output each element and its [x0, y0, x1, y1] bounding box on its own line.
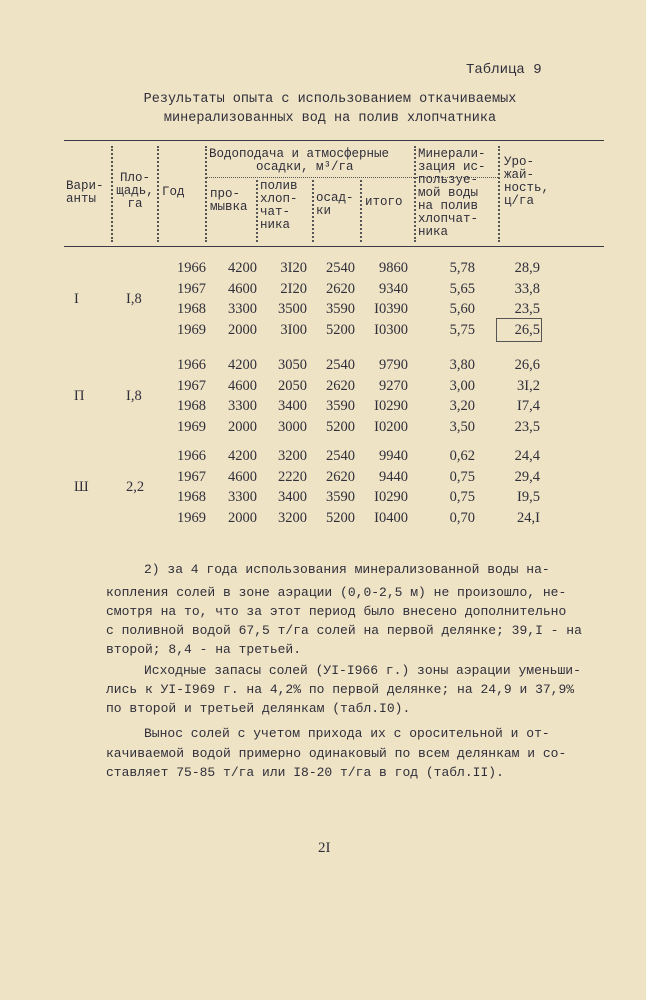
variant-label: П: [74, 387, 85, 404]
column-separator: [312, 180, 314, 242]
cell-flush: 3300: [228, 398, 257, 414]
cell-flush: 4200: [228, 260, 257, 276]
cell-precip: 3590: [326, 398, 355, 414]
cell-mineral: 3,00: [449, 377, 475, 394]
paragraph-line: второй; 8,4 - на третьей.: [106, 642, 302, 657]
column-separator: [360, 180, 362, 242]
cell-mineral: 5,65: [449, 280, 475, 297]
paragraph-line: ставляет 75-85 т/га или I8-20 т/га в год (табл.II).: [106, 765, 504, 780]
cell-mineral: 5,60: [449, 301, 475, 317]
cell-mineral: 3,80: [449, 357, 475, 373]
header-year: Год: [162, 185, 185, 199]
paragraph-line: Исходные запасы солей (УI-I966 г.) зоны аэрации уменьши-: [144, 663, 581, 678]
cell-mineral: 0,62: [449, 448, 475, 464]
header-irrigation: полив хлоп- чат- ника: [260, 179, 298, 232]
paragraph-line: качиваемой водой примерно одинаковый по всем делянкам и со-: [106, 746, 567, 761]
cell-total: 9270: [379, 377, 408, 394]
cell-precip: 5200: [326, 418, 355, 435]
cell-year: 1966: [177, 448, 206, 464]
cell-flush: 2000: [228, 321, 257, 338]
table-title-line-1: Результаты опыта с использованием откачиваемых: [143, 92, 517, 107]
header-area: Пло- щадь, га: [116, 171, 154, 211]
cell-flush: 3300: [228, 301, 257, 317]
cell-yield: 28,9: [514, 260, 540, 276]
cell-total: 9940: [379, 448, 408, 464]
cell-total: 9860: [379, 260, 408, 276]
cell-flush: 2000: [228, 509, 257, 526]
cell-irrig: 2220: [278, 468, 307, 485]
cell-irrig: 3200: [278, 448, 307, 464]
cell-precip: 3590: [326, 489, 355, 505]
cell-total: I0290: [374, 489, 408, 505]
paragraph-line: по второй и третьей делянкам (табл.I0).: [106, 701, 411, 716]
cell-flush: 3300: [228, 489, 257, 505]
cell-flush: 4200: [228, 448, 257, 464]
cell-irrig: 3I20: [280, 260, 307, 276]
cell-total: 9340: [379, 280, 408, 297]
column-separator: [205, 146, 207, 242]
cell-irrig: 3000: [278, 418, 307, 435]
paragraph-line: 2) за 4 года использования минерализованной воды на-: [144, 562, 550, 577]
cell-total: I0300: [374, 321, 408, 338]
cell-yield: I9,5: [517, 489, 540, 505]
cell-mineral: 0,70: [449, 509, 475, 526]
cell-irrig: 3400: [278, 489, 307, 505]
cell-mineral: 3,50: [449, 418, 475, 435]
variant-area: I,8: [126, 387, 142, 404]
cell-year: 1969: [177, 509, 206, 526]
variant-area: I,8: [126, 290, 142, 307]
cell-yield: 24,4: [514, 448, 540, 464]
cell-irrig: 3050: [278, 357, 307, 373]
cell-precip: 5200: [326, 509, 355, 526]
cell-total: I0400: [374, 509, 408, 526]
header-yield: Уро- жай- ность, ц/га: [504, 155, 550, 208]
cell-precip: 5200: [326, 321, 355, 338]
cell-irrig: 3500: [278, 301, 307, 317]
header-group-line-1: Водоподача и атмосферные: [209, 147, 390, 161]
header-group-line-2: осадки, м³/га: [256, 160, 354, 174]
column-separator: [414, 146, 416, 242]
cell-precip: 2540: [326, 357, 355, 373]
cell-mineral: 5,78: [449, 260, 475, 276]
cell-flush: 4600: [228, 468, 257, 485]
cell-flush: 4600: [228, 377, 257, 394]
paragraph-line: Вынос солей с учетом прихода их с оросительной и от-: [144, 726, 550, 741]
page-number: 2I: [318, 840, 331, 856]
cell-precip: 2540: [326, 448, 355, 464]
header-bottom-rule: [64, 246, 604, 247]
table-top-rule: [64, 140, 604, 141]
cell-year: 1968: [177, 301, 206, 317]
cell-precip: 3590: [326, 301, 355, 317]
cell-yield: 24,I: [517, 509, 540, 526]
cell-flush: 4200: [228, 357, 257, 373]
cell-year: 1967: [177, 468, 206, 485]
cell-flush: 2000: [228, 418, 257, 435]
cell-year: 1967: [177, 280, 206, 297]
cell-mineral: 0,75: [449, 468, 475, 485]
cell-yield: 26,5: [514, 321, 540, 338]
cell-total: I0290: [374, 398, 408, 414]
cell-total: I0390: [374, 301, 408, 317]
column-separator: [157, 146, 159, 242]
paragraph-line: лись к УI-I969 г. на 4,2% по первой делянке; на 24,9 и 37,9%: [106, 682, 575, 697]
cell-mineral: 5,75: [449, 321, 475, 338]
marked-cell-box: [496, 318, 542, 342]
cell-year: 1968: [177, 398, 206, 414]
header-variant: Вари- анты: [66, 179, 104, 206]
header-total: итого: [365, 195, 403, 209]
column-separator: [498, 146, 500, 242]
cell-total: I0200: [374, 418, 408, 435]
cell-yield: 29,4: [514, 468, 540, 485]
paragraph-line: с поливной водой 67,5 т/га солей на первой делянке; 39,I - на: [106, 623, 582, 638]
cell-yield: 26,6: [514, 357, 540, 373]
cell-year: 1968: [177, 489, 206, 505]
cell-irrig: 3200: [278, 509, 307, 526]
cell-year: 1966: [177, 357, 206, 373]
variant-label: I: [74, 290, 79, 307]
cell-irrig: 3I00: [280, 321, 307, 338]
paragraph-line: смотря на то, что за этот период было внесено дополнительно: [106, 604, 567, 619]
column-separator: [256, 180, 258, 242]
header-precip: осад- ки: [316, 191, 354, 218]
header-mineralization: Минерали- зация ис- пользуе- мой воды на полив хлопчат- ника: [418, 147, 486, 239]
cell-year: 1969: [177, 418, 206, 435]
cell-irrig: 2050: [278, 377, 307, 394]
table-title-line-2: минерализованных вод на полив хлопчатника: [163, 111, 497, 126]
cell-total: 9790: [379, 357, 408, 373]
cell-year: 1966: [177, 260, 206, 276]
cell-year: 1969: [177, 321, 206, 338]
cell-precip: 2620: [326, 377, 355, 394]
cell-year: 1967: [177, 377, 206, 394]
cell-total: 9440: [379, 468, 408, 485]
cell-yield: 23,5: [514, 301, 540, 317]
cell-precip: 2620: [326, 468, 355, 485]
variant-area: 2,2: [126, 478, 145, 495]
header-flush: про- мывка: [210, 187, 248, 214]
cell-flush: 4600: [228, 280, 257, 297]
cell-mineral: 0,75: [449, 489, 475, 505]
variant-label: Ш: [74, 478, 89, 495]
cell-mineral: 3,20: [449, 398, 475, 414]
cell-precip: 2620: [326, 280, 355, 297]
group-divider: [206, 177, 414, 178]
cell-yield: 33,8: [514, 280, 540, 297]
cell-yield: 3I,2: [517, 377, 540, 394]
table-label: Таблица 9: [466, 62, 542, 78]
paragraph-line: копления солей в зоне аэрации (0,0-2,5 м) не произошло, не-: [106, 585, 567, 600]
cell-irrig: 2I20: [280, 280, 307, 297]
cell-yield: 23,5: [514, 418, 540, 435]
cell-irrig: 3400: [278, 398, 307, 414]
cell-yield: I7,4: [517, 398, 540, 414]
cell-precip: 2540: [326, 260, 355, 276]
